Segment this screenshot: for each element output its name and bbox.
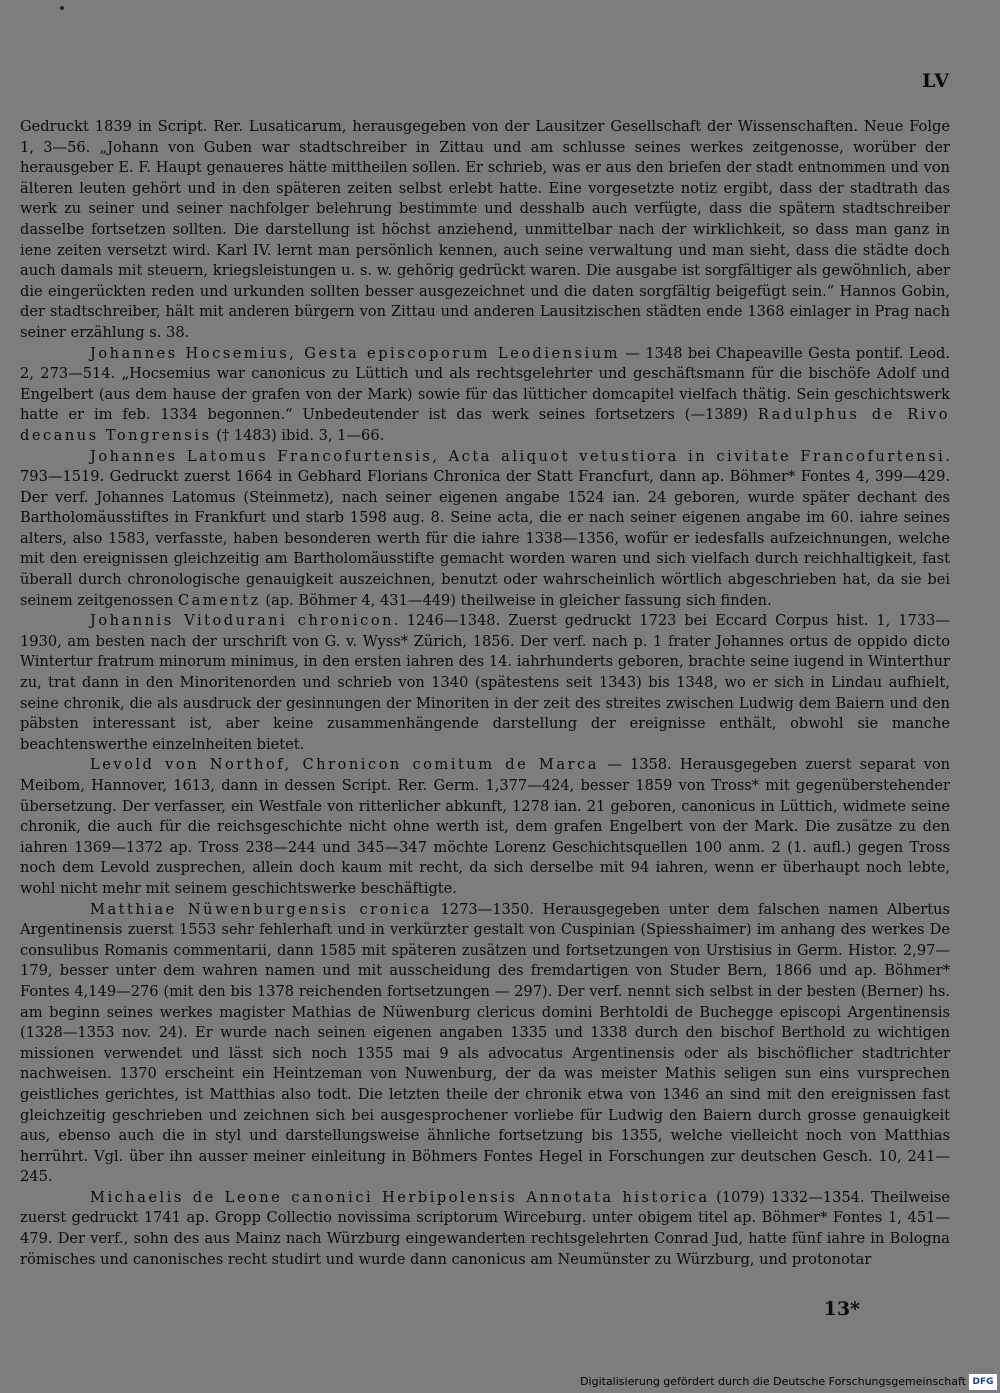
paragraph <box>20 1188 950 1270</box>
paragraph <box>20 900 950 1188</box>
paragraph <box>20 447 950 612</box>
body-text <box>20 117 950 1270</box>
footer-credit: Digitalisierung gefördert durch die Deutsche Forschungsgemeinschaft <box>580 1375 966 1388</box>
spaced-title: Johannes Latomus Francofurtensis, Acta aliquot vetustiora in civitate Francofurtensi <box>90 447 946 465</box>
paragraph <box>20 344 950 447</box>
paragraph-text: — 1358. Herausgegeben zuerst separat von Meibom, Hannover, 1613, dann in dessen Script. Rer. Germ. 1,377—424, besser 1859 von Tross* mit gegenüberstehender übersetzung. Der verfasser, ein Westfale von ritterlicher abkunft, 1278 ian. 21 geboren, canonicus in Lüttich, widmete seine chronik, die auch für die reichsgeschichte nicht ohne werth ist, dem grafen Engelbert von der Mark. Die zusätze zu den iahren 1369—1372 ap. Tross 238—244 und 345—347 möchte Lorenz Geschichtsquellen 100 anm. 2 (1. aufl.) gegen Tross noch dem Levold zusprechen, allein doch kaum mit recht, da sich derselbe mit 94 iahren, wenn er überhaupt noch lebte, wohl nicht mehr mit seinem geschichtswerke beschäftigte. <box>20 756 950 897</box>
sheet-signature: 13* <box>823 1298 860 1320</box>
paragraph-text: (1079) 1332—1354. Theilweise zuerst gedruckt 1741 ap. Gropp Collectio novissima scriptorum Wirceburg. unter obigem titel ap. Böhmer* Fontes 1, 451—479. Der verf., sohn des aus Mainz nach Würzburg eingewanderten rechtsgelehrten Conrad Jud, hatte fünf iahre in Bologna römisches und canonisches recht studirt und wurde dann canonicus am Neumünster zu Würzburg, und protonotar <box>20 1188 950 1268</box>
paragraph-text: . 793—1519. Gedruckt zuerst 1664 in Gebhard Florians Chronica der Statt Francfurt, dann ap. Böhmer* Fontes 4, 399—429. Der verf. Johannes Latomus (Steinmetz), nach seiner eigenen angabe 1524 ian. 24 geboren, wurde später dechant des Bartholomäusstiftes in Frankfurt und starb 1598 aug. 8. Seine acta, die er nach seiner eigenen angabe im 60. iahre seines alters, also 1583, verfasste, haben besonderen werth für die iahre 1338—1356, wofür er iedesfalls aufzeichnungen, welche mit den ereignissen gleichzeitig am Bartholomäusstifte gemacht worden waren und sich vielfach durch reichhaltigkeit, fast überall durch chronologische genauigkeit auszeichnen, benutzt oder wahrscheinlich wörtlich abgeschrieben hat, da sie bei seinem zeitgenossen <box>20 447 950 609</box>
spaced-title: Camentz <box>177 591 261 609</box>
paragraph-text: Gedruckt 1839 in Script. Rer. Lusaticarum, herausgegeben von der Lausitzer Gesellschaft der Wissenschaften. Neue Folge 1, 3—56. „Johann von Guben war stadtschreiber in Zittau und am schlusse seines werkes zeitgenosse, worüber der herausgeber E. F. Haupt genaueres hätte mittheilen sollen. Er schrieb, was er aus den briefen der stadt entnommen und von älteren leuten gehört und in den späteren zeiten selbst erlebt hatte. Eine vorgesetzte notiz ergibt, dass der stadtrath das werk zu seiner und seiner nachfolger belehrung bestimmte und desshalb auch verfügte, dass die spätern stadtschreiber dasselbe fortsetzen sollten. Die darstellung ist höchst anziehend, unmittelbar nach der wirklichkeit, so dass man ganz in iene zeiten versetzt wird. Karl IV. lernt man persönlich kennen, auch seine verwaltung und man sieht, dass die städte doch auch damals mit steuern, kriegsleistungen u. s. w. gehörig gedrückt waren. Die ausgabe ist sorgfältiger als gewöhnlich, aber die eingerückten reden und urkunden sollten besser ausgezeichnet und die daten sorgfältig beigefügt sein.“ Hannos Gobin, der stadtschreiber, hält mit anderen bürgern von Zittau und anderen Lausitzischen städten ende 1368 einlager in Prag nach seiner erzählung s. 38. <box>20 118 950 341</box>
spaced-title: Johannes Hocsemius, Gesta episcoporum Leodiensium <box>90 344 620 362</box>
paragraph-text: (ap. Böhmer 4, 431—449) theilweise in gleicher fassung sich finden. <box>260 591 772 609</box>
spaced-title: Michaelis de Leone canonici Herbipolensis Annotata historica <box>90 1188 710 1206</box>
spaced-title: Radulphus de Rivo decanus Tongrensis <box>20 406 950 444</box>
page-speck <box>60 6 64 10</box>
paragraph-text: — 1348 bei Chapeaville Gesta pontif. Leod. 2, 273—514. „Hocsemius war canonicus zu Lüttich und als rechtsgelehrter und geschäftsmann für die bischöfe Adolf und Engelbert (aus dem hause der grafen von der Mark) sowie für das lütticher domcapitel vielfach thätig. Sein geschichtswerk hatte er im feb. 1334 begonnen.“ Unbedeutender ist das werk seines fortsetzers (—1389) <box>20 344 950 424</box>
page-number: LV <box>922 70 950 92</box>
paragraph <box>20 755 950 899</box>
spaced-title: Levold von Northof, Chronicon comitum de Marca <box>90 756 599 774</box>
dfg-logo-icon: DFG <box>969 1374 997 1390</box>
spaced-title: Matthiae Nüwenburgensis cronica <box>90 900 432 918</box>
paragraph-text: . 1246—1348. Zuerst gedruckt 1723 bei Eccard Corpus hist. 1, 1733—1930, am besten nach der urschrift von G. v. Wyss* Zürich, 1856. Der verf. nach p. 1 frater Johannes ortus de oppido dicto Wintertur fratrum minorum minimus, in den ersten iahren des 14. iahrhunderts geboren, brachte seine iugend in Winterthur zu, trat dann in den Minoritenorden und schrieb von 1340 (spätestens seit 1343) bis 1348, wo er sich in Lindau aufhielt, seine chronik, die als ausdruck der gesinnungen der Minoriten in der zeit des streites zwischen Ludwig dem Baiern und den päbsten interessant ist, aber keine zusammenhängende darstellung der ereignisse enthält, obwohl sie manche beachtenswerthe einzelnheiten bietet. <box>20 612 950 753</box>
footer-bar <box>0 1372 1000 1393</box>
paragraph <box>20 611 950 755</box>
spaced-title: Johannis Vitodurani chronicon <box>90 612 395 630</box>
paragraph-text: 1273—1350. Herausgegeben unter dem falschen namen Albertus Argentinensis zuerst 1553 sehr fehlerhaft und in verkürzter gestalt von Cuspinian (Spiesshaimer) im anhang des werkes De consulibus Romanis commentarii, dann 1585 mit späteren zusätzen und fortsetzungen von Urstisius in Germ. Histor. 2,97—179, besser unter dem wahren namen und mit ausscheidung des fremdartigen von Studer Bern, 1866 und ap. Böhmer* Fontes 4,149—276 (mit den bis 1378 reichenden fortsetzungen — 297). Der verf. nennt sich selbst in der besten (Berner) hs. am beginn seines werkes magister Mathias de Nüwenburg clericus domini Berhtoldi de Buchegge episcopi Argentinensis (1328—1353 nov. 24). Er wurde nach seinen eigenen angaben 1335 und 1338 durch den bischof Berthold zu wichtigen missionen verwendet und lässt sich noch 1355 mai 9 als advocatus Argentinensis oder als bischöflicher stadtrichter nachweisen. 1370 erscheint ein Heintzeman von Nuwenburg, der da was meister Mathis seligen sun eins vursprechen geistliches gerichtes, ist Matthias also todt. Die letzten theile der chronik etwa von 1346 an sind mit den ereignissen fast gleichzeitig geschrieben und zeichnen sich bei ausgesprochener vorliebe für Ludwig den Baiern durch grosse genauigkeit aus, ebenso auch die in styl und darstellungsweise ähnliche fortsetzung bis 1355, welche vielleicht noch von Matthias herrührt. Vgl. über ihn ausser meiner einleitung in Böhmers Fontes Hegel in Forschungen zur deutschen Gesch. 10, 241—245. <box>20 900 950 1186</box>
paragraph-text: († 1483) ibid. 3, 1—66. <box>211 426 385 444</box>
paragraph <box>20 117 950 344</box>
